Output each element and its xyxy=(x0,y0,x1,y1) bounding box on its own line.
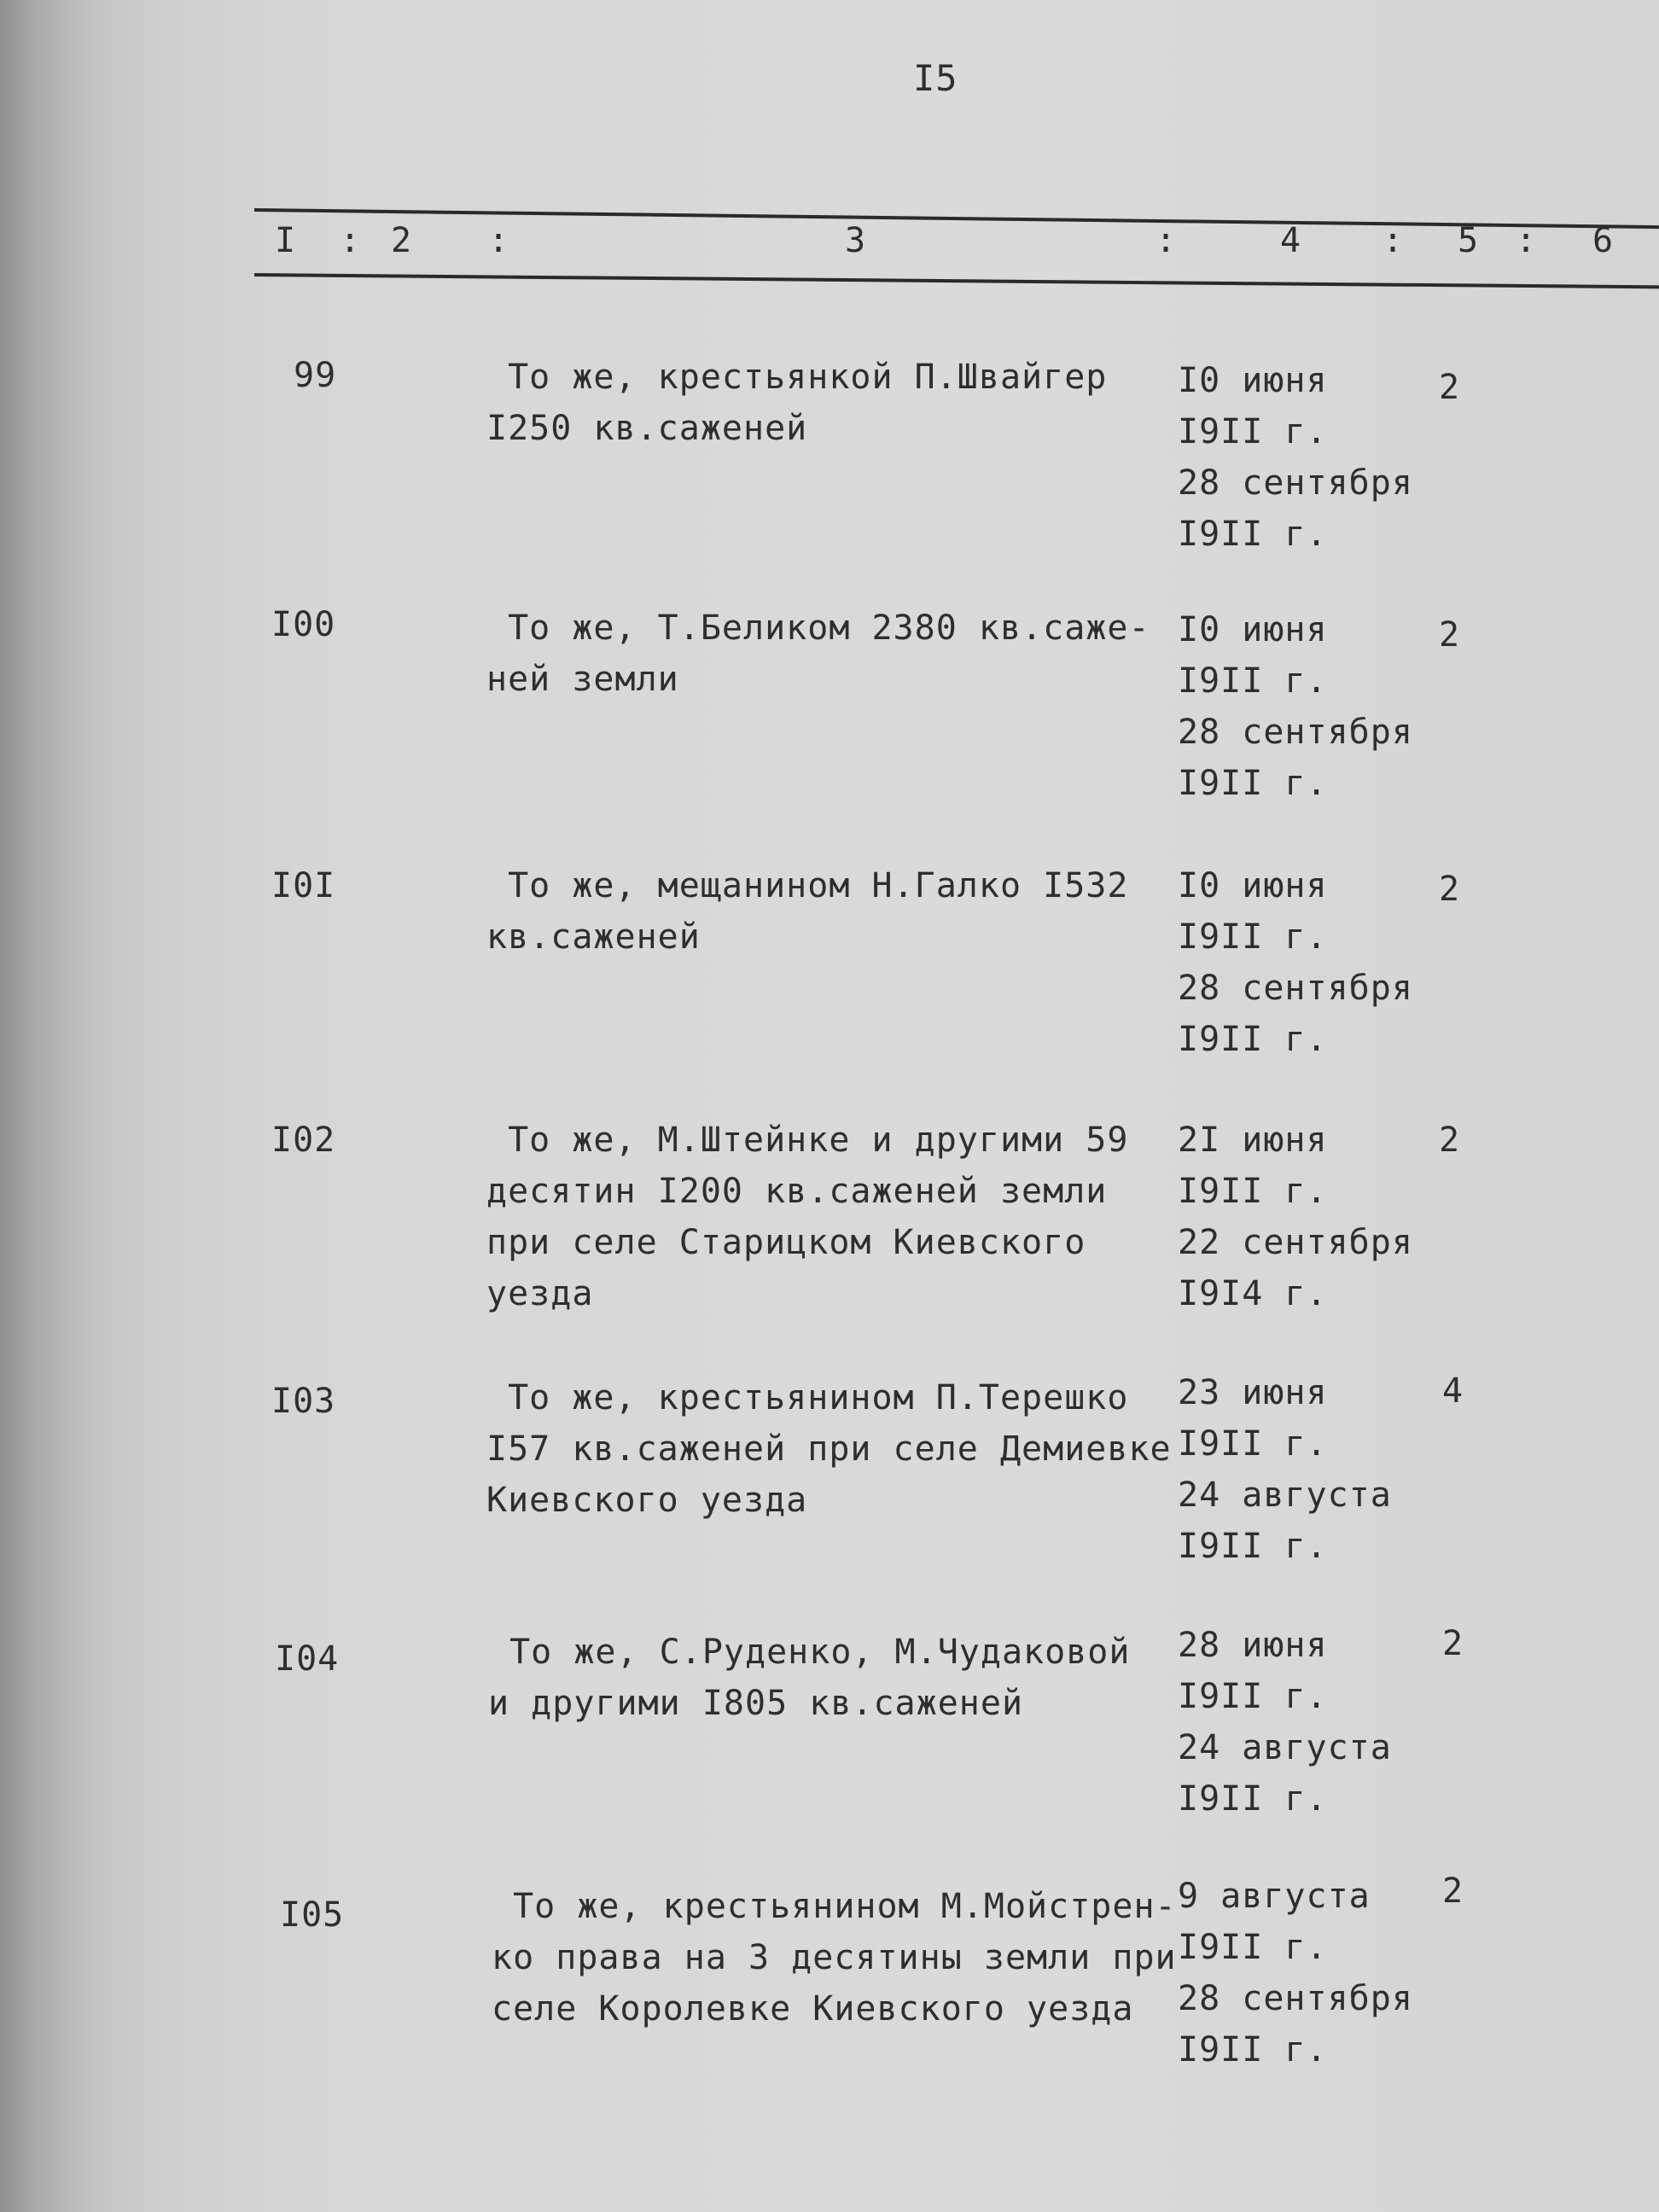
row-dates xyxy=(1178,1871,1413,2075)
date-line: I9II г. xyxy=(1178,1677,1328,1716)
row-description xyxy=(486,602,1150,705)
description-line: уезда xyxy=(486,1274,594,1313)
row-dates xyxy=(1178,1367,1392,1572)
date-line: I9II г. xyxy=(1178,2030,1328,2069)
date-line: 2I июня xyxy=(1178,1121,1328,1160)
header-col-4: 4 xyxy=(1280,221,1302,260)
description-line: и другими I805 кв.саженей xyxy=(488,1684,1024,1723)
row-description xyxy=(486,1372,1172,1526)
date-line: 28 сентября xyxy=(1178,713,1413,752)
description-line: То же, крестьянином П.Терешко xyxy=(486,1378,1129,1417)
header-col-5: 5 xyxy=(1458,221,1480,260)
description-line: То же, Т.Беликом 2380 кв.саже- xyxy=(486,608,1150,648)
description-line: То же, мещанином Н.Галко I532 xyxy=(486,866,1129,905)
description-line: То же, крестьянкой П.Швайгер xyxy=(486,358,1108,397)
date-line: I9II г. xyxy=(1178,412,1328,451)
date-line: I9II г. xyxy=(1178,1527,1328,1566)
row-number: I0I xyxy=(271,866,336,905)
row-number: I05 xyxy=(280,1895,345,1935)
date-line: I0 июня xyxy=(1178,361,1328,400)
description-line: селе Королевке Киевского уезда xyxy=(492,1989,1134,2029)
row-dates xyxy=(1178,860,1413,1065)
date-line: I0 июня xyxy=(1178,866,1328,905)
row-dates xyxy=(1178,1115,1413,1319)
date-line: 23 июня xyxy=(1178,1373,1328,1412)
date-line: I0 июня xyxy=(1178,610,1328,649)
row-col5-value: 2 xyxy=(1439,1121,1461,1160)
row-description xyxy=(486,860,1128,963)
row-number: I04 xyxy=(275,1639,340,1679)
row-dates xyxy=(1178,604,1413,809)
page-number: I5 xyxy=(913,57,958,99)
header-col-3: 3 xyxy=(845,221,867,260)
description-line: То же, С.Руденко, М.Чудаковой xyxy=(488,1633,1131,1672)
date-line: I9II г. xyxy=(1178,917,1328,957)
description-line: I57 кв.саженей при селе Демиевке xyxy=(486,1429,1172,1469)
date-line: I9II г. xyxy=(1178,1779,1328,1819)
date-line: I9II г. xyxy=(1178,661,1328,701)
row-col5-value: 4 xyxy=(1442,1371,1464,1411)
description-line: при селе Старицком Киевского xyxy=(486,1223,1086,1262)
date-line: I9I4 г. xyxy=(1178,1274,1328,1313)
header-col-6: 6 xyxy=(1592,221,1615,260)
header-sep-3: : xyxy=(1155,221,1178,260)
date-line: 28 июня xyxy=(1178,1626,1328,1665)
row-number: I02 xyxy=(271,1121,336,1160)
row-dates xyxy=(1178,355,1413,560)
date-line: I9II г. xyxy=(1178,1424,1328,1464)
date-line: 28 сентября xyxy=(1178,463,1413,503)
date-line: 24 августа xyxy=(1178,1476,1392,1515)
description-line: ней земли xyxy=(486,660,679,699)
header-col-1: I xyxy=(275,221,297,260)
date-line: 28 сентября xyxy=(1178,969,1413,1008)
row-col5-value: 2 xyxy=(1439,615,1461,655)
row-dates xyxy=(1178,1620,1392,1825)
row-col5-value: 2 xyxy=(1439,870,1461,909)
date-line: 28 сентября xyxy=(1178,1979,1413,2018)
row-description xyxy=(486,1115,1128,1319)
date-line: I9II г. xyxy=(1178,1172,1328,1211)
header-sep-2: : xyxy=(488,221,510,260)
date-line: 22 сентября xyxy=(1178,1223,1413,1262)
header-sep-4: : xyxy=(1382,221,1405,260)
row-description xyxy=(486,352,1107,454)
row-description xyxy=(488,1627,1130,1729)
description-line: Киевского уезда xyxy=(486,1481,808,1520)
row-description xyxy=(492,1881,1177,2034)
description-line: То же, М.Штейнке и другими 59 xyxy=(486,1121,1129,1160)
header-sep-5: : xyxy=(1516,221,1538,260)
row-number: 99 xyxy=(294,356,337,395)
description-line: кв.саженей xyxy=(486,917,701,957)
row-col5-value: 2 xyxy=(1442,1624,1464,1663)
description-line: То же, крестьянином М.Мойстрен- xyxy=(492,1887,1177,1926)
date-line: 9 августа xyxy=(1178,1877,1371,1916)
table-header-bottom-rule xyxy=(254,273,1659,288)
row-col5-value: 2 xyxy=(1439,368,1461,407)
row-number: I03 xyxy=(271,1382,336,1421)
date-line: I9II г. xyxy=(1178,764,1328,803)
date-line: I9II г. xyxy=(1178,1020,1328,1059)
row-col5-value: 2 xyxy=(1442,1871,1464,1911)
date-line: I9II г. xyxy=(1178,515,1328,554)
header-sep-1: : xyxy=(340,221,362,260)
date-line: I9II г. xyxy=(1178,1928,1328,1967)
description-line: ко права на 3 десятины земли при xyxy=(492,1938,1177,1977)
date-line: 24 августа xyxy=(1178,1728,1392,1767)
row-number: I00 xyxy=(271,605,336,644)
description-line: I250 кв.саженей xyxy=(486,409,808,448)
description-line: десятин I200 кв.саженей земли xyxy=(486,1172,1108,1211)
table-header-top-rule xyxy=(254,208,1659,229)
header-col-2: 2 xyxy=(391,221,413,260)
